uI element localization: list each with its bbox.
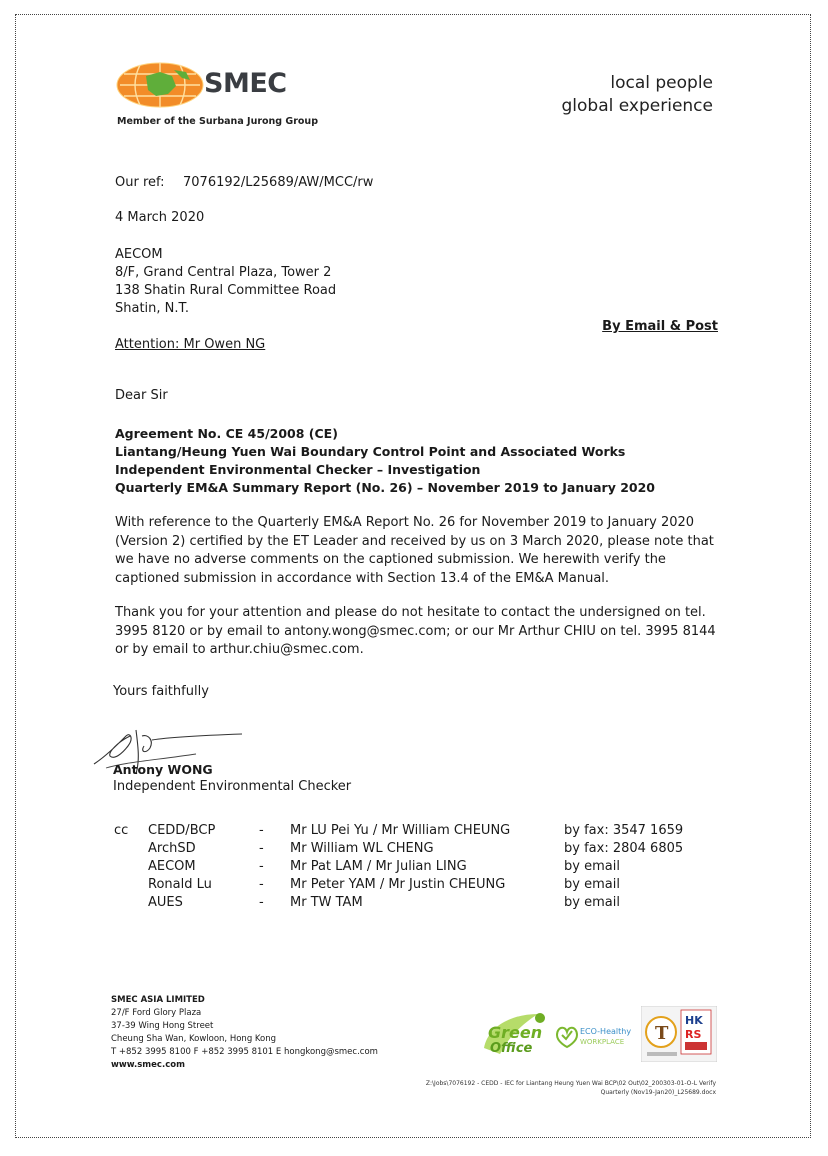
eco-healthy-workplace-badge-icon <box>552 1020 638 1050</box>
cc-org: AECOM <box>148 859 196 874</box>
signer-name: Antony WONG <box>113 762 213 777</box>
svg-text:WORKPLACE: WORKPLACE <box>580 1038 625 1046</box>
svg-text:HK: HK <box>685 1014 703 1027</box>
logo-subtitle: Member of the Surbana Jurong Group <box>117 116 318 127</box>
tagline <box>562 72 713 118</box>
cc-dash: - <box>259 823 264 838</box>
cc-org: AUES <box>148 895 183 910</box>
filepath-line-1: Z:\Jobs\7076192 - CEDD - IEC for Liantang Heung Yuen Wai BCP\02 Out\02_200303-01-O-L Verify <box>425 1080 716 1087</box>
cc-delivery: by email <box>564 859 620 874</box>
cc-dash: - <box>259 877 264 892</box>
salutation: Dear Sir <box>115 388 168 403</box>
reference-number: 7076192/L25689/AW/MCC/rw <box>183 175 374 190</box>
address-line: AECOM <box>115 247 163 262</box>
logo-wordmark: SMEC <box>204 68 287 99</box>
footer-company: SMEC ASIA LIMITED <box>111 995 205 1005</box>
tagline-line-1: local people <box>610 73 713 93</box>
cc-dash: - <box>259 895 264 910</box>
valediction: Yours faithfully <box>113 684 209 699</box>
tagline-line-2: global experience <box>561 96 713 116</box>
cc-delivery: by fax: 2804 6805 <box>564 841 684 856</box>
subject-line: Quarterly EM&A Summary Report (No. 26) – November 2019 to January 2020 <box>115 480 656 495</box>
reference-label: Our ref: <box>115 175 165 190</box>
green-office-badge-icon <box>478 1008 550 1058</box>
footer-website: www.smec.com <box>111 1060 185 1070</box>
cc-delivery: by email <box>564 877 620 892</box>
subject-line: Agreement No. CE 45/2008 (CE) <box>115 426 338 441</box>
smec-globe-logo-icon <box>116 62 204 108</box>
address-line: 8/F, Grand Central Plaza, Tower 2 <box>115 265 332 280</box>
svg-text:Office: Office <box>490 1041 533 1056</box>
delivery-method: By Email & Post <box>602 319 718 334</box>
signer-title: Independent Environmental Checker <box>113 779 352 794</box>
filepath-line-2: Quarterly (Nov19-Jan20)_L25689.docx <box>600 1089 716 1096</box>
cc-name: Mr LU Pei Yu / Mr William CHEUNG <box>290 823 511 838</box>
cc-org: CEDD/BCP <box>148 823 216 838</box>
cc-label: cc <box>114 823 129 838</box>
footer-contact: T +852 3995 8100 F +852 3995 8101 E hongkong@smec.com <box>111 1047 378 1057</box>
attention-line: Attention: Mr Owen NG <box>115 337 266 352</box>
certification-badges-icon <box>641 1006 717 1062</box>
subject-line: Independent Environmental Checker – Investigation <box>115 462 481 477</box>
address-line: 138 Shatin Rural Committee Road <box>115 283 337 298</box>
cc-delivery: by email <box>564 895 620 910</box>
footer-address-3: Cheung Sha Wan, Kowloon, Hong Kong <box>111 1034 277 1044</box>
subject-line: Liantang/Heung Yuen Wai Boundary Control Point and Associated Works <box>115 444 626 459</box>
cc-name: Mr TW TAM <box>290 895 363 910</box>
footer-address-2: 37-39 Wing Hong Street <box>111 1021 214 1031</box>
document-filepath <box>426 1079 716 1097</box>
cc-dash: - <box>259 859 264 874</box>
body-paragraph-1: With reference to the Quarterly EM&A Report No. 26 for November 2019 to January 2020 (Version 2) certified by the ET Leader and received by us on 3 March 2020, please note that we have no adverse comments on the captioned submission. We herewith verify the captioned submission in accordance with Section 13.4 of the EM&A Manual. <box>115 515 714 586</box>
letter-date: 4 March 2020 <box>115 210 205 225</box>
body-paragraph-2: Thank you for your attention and please do not hesitate to contact the undersigned on tel. 3995 8120 or by email to antony.wong@smec.com; or our Mr Arthur CHIU on tel. 3995 8144 or by email to arthur.chiu@smec.com. <box>115 605 716 657</box>
cc-org: ArchSD <box>148 841 196 856</box>
address-line: Shatin, N.T. <box>115 301 190 316</box>
cc-name: Mr Peter YAM / Mr Justin CHEUNG <box>290 877 506 892</box>
svg-text:RS: RS <box>685 1028 702 1041</box>
cc-name: Mr Pat LAM / Mr Julian LING <box>290 859 467 874</box>
svg-text:ECO-Healthy: ECO-Healthy <box>580 1027 632 1036</box>
recipient-address <box>115 246 336 318</box>
cc-name: Mr William WL CHENG <box>290 841 434 856</box>
cc-delivery: by fax: 3547 1659 <box>564 823 684 838</box>
cc-dash: - <box>259 841 264 856</box>
cc-org: Ronald Lu <box>148 877 212 892</box>
footer-address-1: 27/F Ford Glory Plaza <box>111 1008 202 1018</box>
subject-block <box>115 425 655 497</box>
svg-text:T: T <box>655 1023 669 1044</box>
svg-text:Green: Green <box>488 1023 543 1042</box>
